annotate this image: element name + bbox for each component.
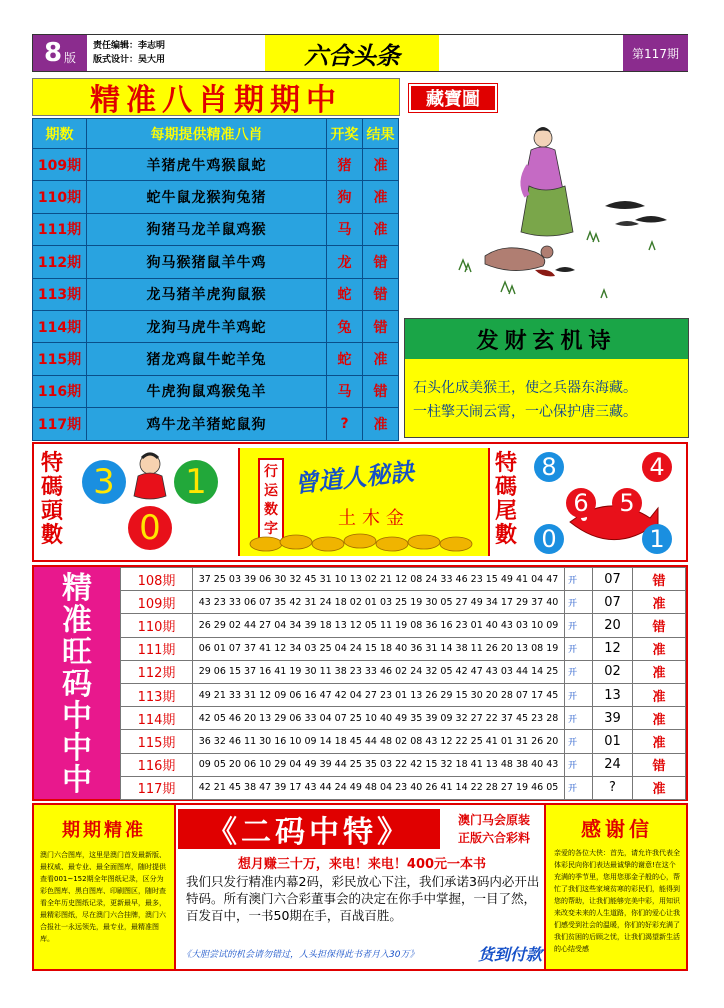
row-value: 01: [593, 730, 633, 753]
editor-credits: [93, 39, 165, 67]
table-row: [121, 730, 686, 753]
center-ad: [174, 805, 546, 969]
eight-zodiac-title: 精准八肖期期中: [32, 78, 400, 116]
row-open: 马: [327, 375, 363, 407]
row-period: 114期: [121, 707, 193, 730]
table-row: [33, 278, 399, 310]
row-value: 24: [593, 753, 633, 776]
row-period: 117期: [121, 776, 193, 799]
table-row: [121, 591, 686, 614]
table-row: [33, 213, 399, 245]
row-numbers: 09 05 20 06 10 29 04 49 39 44 25 35 03 22 42 15 32 18 41 13 48 38 40 43: [193, 753, 565, 776]
row-result: 错: [363, 278, 399, 310]
row-result: 准: [633, 730, 686, 753]
head-ball-2: 1: [174, 460, 218, 504]
gold-ingots-icon: [246, 528, 486, 554]
row-period: 108期: [121, 568, 193, 591]
head-ball-3: 0: [128, 506, 172, 550]
row-numbers: 36 32 46 11 30 16 10 09 14 18 45 44 48 02 08 43 12 22 25 41 01 31 26 20: [193, 730, 565, 753]
row-numbers: 26 29 02 44 27 04 34 39 18 13 12 05 11 19 08 36 16 23 01 40 43 03 10 09: [193, 614, 565, 637]
cash-on-delivery: 货到付款: [478, 945, 543, 964]
row-animals: 羊猪虎牛鸡猴鼠蛇: [87, 149, 327, 181]
page-number: 8: [43, 38, 63, 68]
poem-line-2: 一柱擎天闹云霄，一心保护唐三藏。: [413, 404, 637, 420]
row-animals: 蛇牛鼠龙猴狗兔猪: [87, 181, 327, 213]
row-result: 准: [633, 637, 686, 660]
table-row: [33, 246, 399, 278]
row-result: 错: [633, 614, 686, 637]
tail-label: [494, 452, 522, 548]
bottom-ad-section: [32, 803, 688, 971]
table-row: [121, 637, 686, 660]
table-row: [33, 408, 399, 440]
row-period: 111期: [121, 637, 193, 660]
row-period: 109期: [33, 149, 87, 181]
row-open: 马: [327, 213, 363, 245]
row-result: 准: [633, 776, 686, 799]
left-ad-title: 期期精准: [40, 813, 168, 845]
row-numbers: 43 23 33 06 07 35 42 31 24 18 02 01 03 25 19 30 05 27 49 34 17 29 37 40: [193, 591, 565, 614]
precise-numbers-box: [32, 565, 688, 801]
table-row: [33, 181, 399, 213]
row-period: 116期: [33, 375, 87, 407]
table-row: [121, 776, 686, 799]
poem-title: 发财玄机诗: [405, 319, 688, 359]
special-number-row: [32, 442, 688, 562]
row-open: 猪: [327, 149, 363, 181]
side-char: 码: [62, 667, 92, 702]
two-code-title: 《二码中特》: [178, 809, 440, 849]
table-row: [121, 568, 686, 591]
row-numbers: 06 01 07 37 41 12 34 03 25 04 24 15 18 40 36 31 14 38 11 26 20 13 08 19: [193, 637, 565, 660]
row-animals: 龙马猪羊虎狗鼠猴: [87, 278, 327, 310]
row-period: 115期: [121, 730, 193, 753]
header-period: 期数: [33, 119, 87, 149]
row-open-label: 开: [565, 776, 593, 799]
row-result: 准: [633, 591, 686, 614]
row-value: 12: [593, 637, 633, 660]
poem-line-1: 石头化成美猴王，使之兵器东海藏。: [413, 380, 637, 396]
row-animals: 龙狗马虎牛羊鸡蛇: [87, 310, 327, 342]
row-open-label: 开: [565, 730, 593, 753]
row-result: 准: [363, 181, 399, 213]
thanks-letter-text: 亲爱的各位大侠：首先，请允许我代表全体彩民向你们表达最诚挚的谢意!在这个充满的季节里，您用您那金子般的心，帮忙了我们这些家境贫寒的彩民们，能得到您的帮助，让我们能够完美中彩，用知识来改变未来的人生道路，你们的爱心让我们感受到社会的温暖，你们的好彩充满了我们贫困的后顾之忧，让我们渴望新生活的心结受感: [554, 849, 680, 953]
row-open: 兔: [327, 310, 363, 342]
row-value: 13: [593, 683, 633, 706]
row-period: 110期: [121, 614, 193, 637]
center-ad-tag-2: 正版六合彩料: [457, 831, 530, 845]
row-open: 狗: [327, 181, 363, 213]
row-open-label: 开: [565, 591, 593, 614]
row-animals: 鸡牛龙羊猪蛇鼠狗: [87, 408, 327, 440]
issue-number: 第117期: [623, 35, 688, 71]
row-animals: 猪龙鸡鼠牛蛇羊兔: [87, 343, 327, 375]
tail-ball-5: 0: [534, 524, 564, 554]
row-period: 117期: [33, 408, 87, 440]
tail-ball-6: 1: [642, 524, 672, 554]
row-animals: 牛虎狗鼠鸡猴兔羊: [87, 375, 327, 407]
row-open-label: 开: [565, 753, 593, 776]
numbers-side-title: [34, 567, 120, 799]
fortune-elements: 土木金: [338, 508, 410, 529]
table-row: [121, 683, 686, 706]
tail-ball-2: 4: [642, 452, 672, 482]
row-value: 07: [593, 591, 633, 614]
row-numbers: 49 21 33 31 12 09 06 16 47 42 04 27 23 01 13 26 29 15 30 20 28 07 17 45: [193, 683, 565, 706]
table-row: [121, 614, 686, 637]
side-char: 中: [62, 763, 92, 798]
row-period: 110期: [33, 181, 87, 213]
row-open: 龙: [327, 246, 363, 278]
row-open: ?: [327, 408, 363, 440]
row-value: ?: [593, 776, 633, 799]
row-result: 准: [363, 213, 399, 245]
treasure-illustration: [405, 120, 689, 316]
header-open: 开奖: [327, 119, 363, 149]
table-row: [33, 149, 399, 181]
side-char: 准: [62, 603, 92, 638]
side-char: 中: [62, 731, 92, 766]
tail-ball-1: 8: [534, 452, 564, 482]
row-open-label: 开: [565, 683, 593, 706]
row-open-label: 开: [565, 614, 593, 637]
thanks-letter-title: 感谢信: [581, 816, 653, 841]
center-ad-body: 我们只发行精准内幕2码，彩民放心下注，我们承诺3码内必开出特码。所有澳门六合彩董事会的决定在你手中掌握，一目了然，百发百中，一书50期在手，百战百胜。: [186, 874, 540, 923]
head-label-text: 特碼頭數: [40, 451, 63, 548]
fortune-poem-box: [404, 318, 689, 438]
head-ball-1: 3: [82, 460, 126, 504]
row-open-label: 开: [565, 568, 593, 591]
row-period: 113期: [121, 683, 193, 706]
tail-label-text: 特碼尾數: [494, 451, 517, 548]
header-result: 结果: [363, 119, 399, 149]
editor-line: 责任编辑：李志明: [93, 41, 166, 51]
row-animals: 狗马猴猪鼠羊牛鸡: [87, 246, 327, 278]
row-numbers: 42 21 45 38 47 39 17 43 44 24 49 48 04 23 40 26 41 14 22 28 27 19 46 05: [193, 776, 565, 799]
table-row: [121, 660, 686, 683]
row-open: 蛇: [327, 278, 363, 310]
row-period: 112期: [121, 660, 193, 683]
numbers-table: [120, 567, 686, 800]
center-ad-tag-1: 澳门马会原装: [457, 813, 530, 827]
fortune-tag: 行运数字: [258, 458, 284, 544]
designer-line: 版式设计：吴大用: [93, 55, 166, 65]
row-result: 准: [633, 707, 686, 730]
row-result: 错: [363, 375, 399, 407]
row-open: 蛇: [327, 343, 363, 375]
side-char: 旺: [62, 635, 92, 670]
row-result: 错: [633, 568, 686, 591]
row-period: 114期: [33, 310, 87, 342]
row-period: 113期: [33, 278, 87, 310]
row-period: 112期: [33, 246, 87, 278]
row-result: 错: [633, 753, 686, 776]
row-value: 20: [593, 614, 633, 637]
row-result: 准: [633, 660, 686, 683]
row-numbers: 29 06 15 37 16 41 19 30 11 38 23 33 46 02 24 32 05 42 47 43 03 44 14 25: [193, 660, 565, 683]
row-result: 准: [363, 408, 399, 440]
row-result: 错: [363, 246, 399, 278]
page-header: [32, 34, 688, 72]
eight-zodiac-table: [32, 118, 399, 441]
page-number-box: [33, 35, 87, 71]
masthead: 六合头条: [265, 35, 439, 71]
row-open-label: 开: [565, 707, 593, 730]
table-row: [121, 707, 686, 730]
page-suffix: 版: [64, 50, 77, 65]
header-animals: 每期提供精准八肖: [87, 119, 327, 149]
row-period: 115期: [33, 343, 87, 375]
row-result: 错: [363, 310, 399, 342]
row-open-label: 开: [565, 660, 593, 683]
row-numbers: 37 25 03 39 06 30 32 45 31 10 13 02 21 12 08 24 33 46 23 15 49 41 04 47: [193, 568, 565, 591]
fortune-panel: [238, 448, 490, 556]
row-period: 111期: [33, 213, 87, 245]
side-char: 精: [62, 571, 92, 606]
row-open-label: 开: [565, 637, 593, 660]
head-label: [40, 452, 68, 548]
table-row: [33, 375, 399, 407]
row-value: 07: [593, 568, 633, 591]
row-value: 02: [593, 660, 633, 683]
tail-ball-3: 6: [566, 488, 596, 518]
side-char: 中: [62, 699, 92, 734]
row-value: 39: [593, 707, 633, 730]
table-header-row: [33, 119, 399, 149]
row-period: 116期: [121, 753, 193, 776]
treasure-map-label: 藏寶圖: [409, 84, 497, 112]
center-ad-footnote: 《大胆尝试的机会请勿错过，人头担保得此书者月入30万》: [182, 950, 419, 960]
row-result: 准: [363, 149, 399, 181]
child-figure-icon: [128, 450, 172, 500]
row-animals: 狗猪马龙羊鼠鸡猴: [87, 213, 327, 245]
center-ad-slogan: 想月赚三十万，来电！来电！400元一本书: [237, 857, 487, 872]
left-ad-text: 澳门六合图库，这里是澳门首发最新版、最权威、最专业、最全面图库，随时提供查看001~152期全年图纸记录，区分为彩色图库、黑白图库、印刷图区，随时查看全年历史图纸记录，更新最早，最多，最精彩图纸，尽在澳门六合挂牌，澳门六合报社一永远领先，最专业，最精准图库。: [40, 851, 166, 943]
fortune-title: 曾道人秘訣: [293, 457, 416, 499]
row-result: 准: [633, 683, 686, 706]
table-row: [121, 753, 686, 776]
row-period: 109期: [121, 591, 193, 614]
row-result: 准: [363, 343, 399, 375]
row-numbers: 42 05 46 20 13 29 06 33 04 07 25 10 40 49 35 39 09 32 27 22 37 45 23 28: [193, 707, 565, 730]
table-row: [33, 310, 399, 342]
table-row: [33, 343, 399, 375]
tail-ball-4: 5: [612, 488, 642, 518]
